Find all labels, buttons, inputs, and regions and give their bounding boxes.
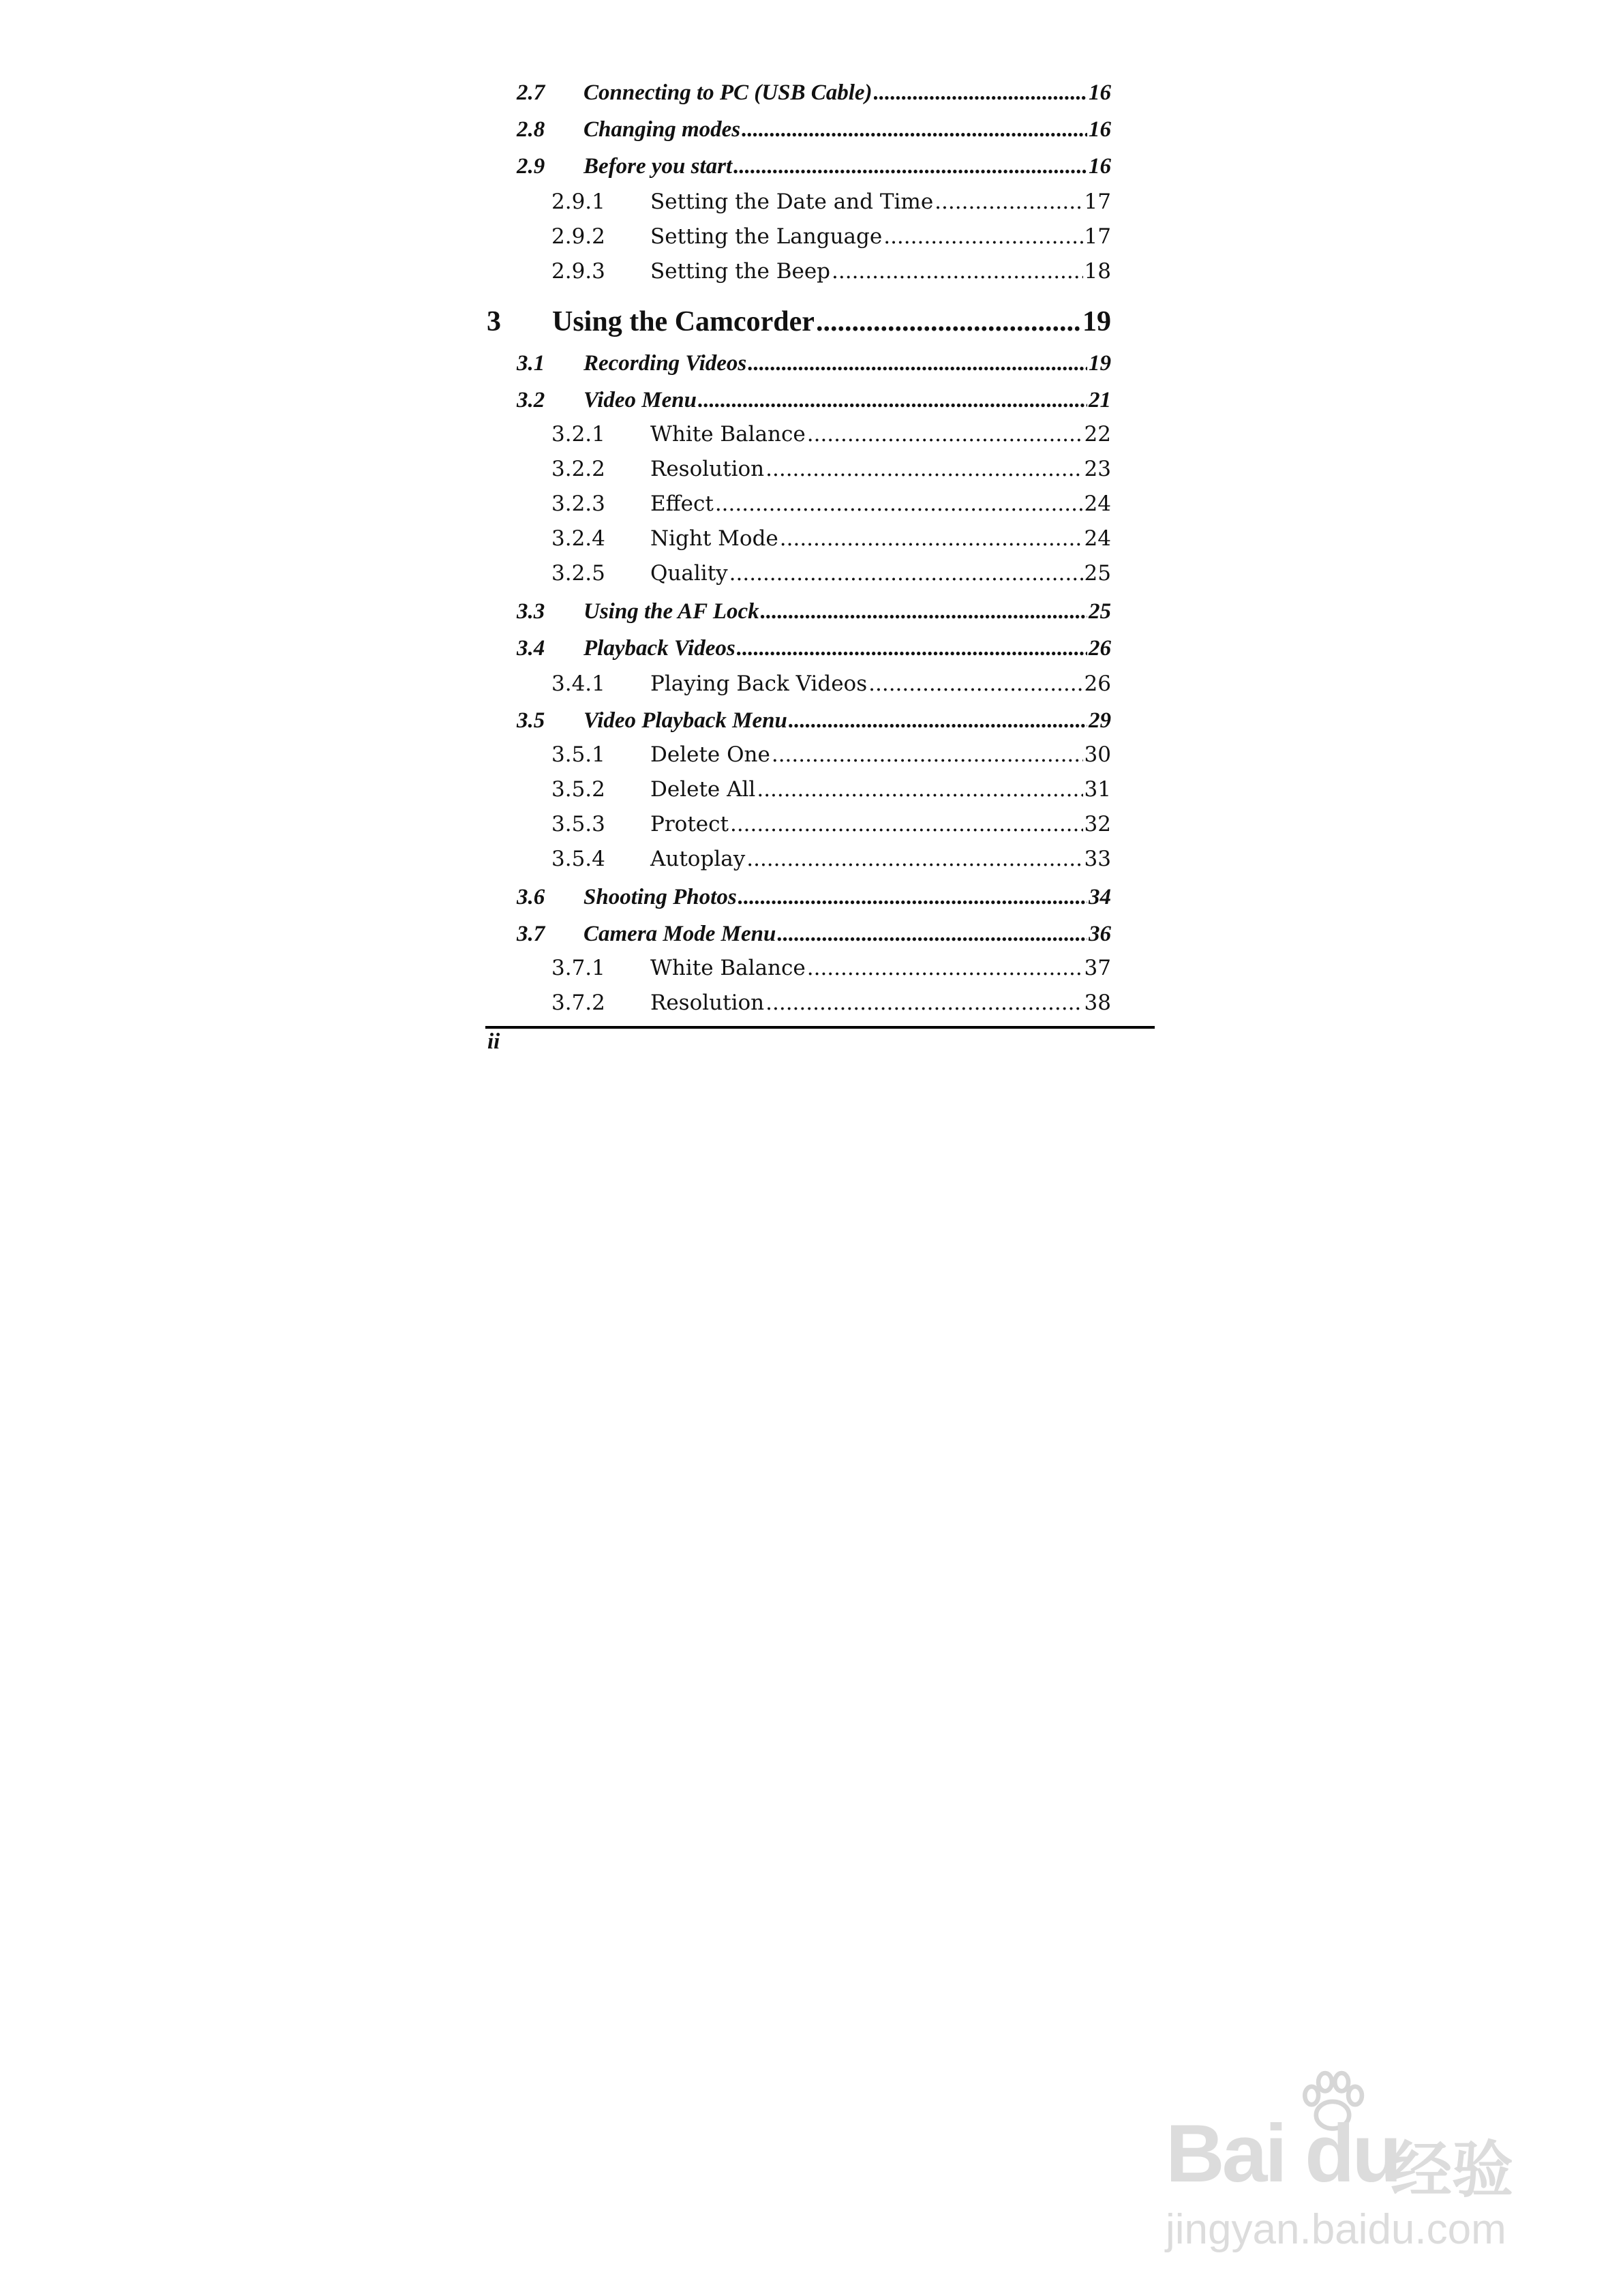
toc-number: 3.2: [517, 388, 545, 412]
toc-title: Connecting to PC (USB Cable): [583, 80, 873, 105]
dot-leader: [765, 991, 1082, 1015]
toc-title: Using the Camcorder: [552, 306, 815, 337]
toc-number: 3.5.1: [551, 742, 605, 767]
toc-page: 30: [1084, 742, 1111, 767]
toc-number: 3.4: [517, 636, 545, 661]
toc-entry[interactable]: [483, 379, 1111, 413]
page-number: ii: [487, 1029, 500, 1054]
toc-entry[interactable]: [483, 876, 1111, 910]
dot-leader: [730, 812, 1083, 836]
toc-entry[interactable]: [483, 699, 1111, 734]
toc-title: Before you start: [583, 154, 733, 179]
toc-entry[interactable]: [483, 145, 1111, 179]
dot-leader: [832, 259, 1083, 284]
toc-entry[interactable]: [483, 72, 1111, 106]
toc-entry[interactable]: [483, 342, 1111, 376]
toc-page: 26: [1089, 636, 1111, 661]
dot-leader: [742, 117, 1087, 142]
toc-page: 34: [1089, 885, 1111, 909]
toc-entry[interactable]: [483, 627, 1111, 661]
toc-page: 31: [1084, 777, 1111, 802]
toc-number: 3.1: [517, 351, 545, 376]
toc-number: 3.2.4: [551, 526, 605, 551]
toc-entry[interactable]: [483, 250, 1111, 284]
dot-leader: [772, 742, 1083, 767]
toc-entry[interactable]: [483, 662, 1111, 696]
toc-page: 32: [1084, 812, 1111, 836]
toc-page: 16: [1089, 154, 1111, 179]
toc-title: Delete All: [650, 777, 756, 802]
toc-number: 2.8: [517, 117, 545, 142]
toc-page: 37: [1084, 956, 1111, 980]
dot-leader: [868, 671, 1082, 696]
toc-entry[interactable]: [483, 552, 1111, 586]
toc-title: Camera Mode Menu: [583, 922, 776, 946]
toc-page: 38: [1084, 991, 1111, 1015]
toc-title: Effect: [650, 492, 714, 516]
toc-page: 19: [1082, 306, 1111, 337]
watermark-logo: Bai du: [1166, 2108, 1399, 2199]
toc-entry[interactable]: [483, 517, 1111, 551]
dot-leader: [715, 492, 1083, 516]
toc-page: 18: [1084, 259, 1111, 284]
toc-title: Recording Videos: [583, 351, 747, 376]
dot-leader: [816, 305, 1081, 338]
toc-entry[interactable]: [483, 837, 1111, 871]
toc-page: 29: [1089, 708, 1111, 733]
toc-page: 21: [1089, 388, 1111, 412]
toc-title: Resolution: [650, 457, 765, 481]
toc-title: Setting the Date and Time: [650, 190, 934, 214]
dot-leader: [746, 847, 1082, 871]
dot-leader: [935, 190, 1082, 214]
dot-leader: [737, 636, 1087, 661]
toc-number: 3.5: [517, 708, 545, 733]
toc-number: 3.6: [517, 885, 545, 909]
toc-number: 3.4.1: [551, 671, 605, 696]
toc-title: Changing modes: [583, 117, 741, 142]
dot-leader: [729, 561, 1083, 586]
toc-entry[interactable]: [483, 768, 1111, 802]
toc-title: Setting the Language: [650, 224, 883, 249]
watermark-url: jingyan.baidu.com: [1166, 2206, 1506, 2253]
toc-title: Autoplay: [650, 847, 746, 871]
dot-leader: [789, 708, 1087, 734]
toc-title: Quality: [650, 561, 728, 586]
toc-number: 2.9.2: [551, 224, 605, 249]
toc-number: 2.7: [517, 80, 545, 105]
toc-page: 16: [1089, 117, 1111, 142]
toc-number: 3.2.3: [551, 492, 605, 516]
toc-page: 19: [1089, 351, 1111, 376]
toc-number: 3.5.2: [551, 777, 605, 802]
toc-title: Resolution: [650, 991, 765, 1015]
toc-page: 17: [1084, 224, 1111, 249]
toc-entry[interactable]: [483, 802, 1111, 836]
footer-rule: [485, 1026, 1155, 1029]
toc-title: Delete One: [650, 742, 770, 767]
toc-title: White Balance: [650, 422, 806, 447]
toc-entry[interactable]: [483, 215, 1111, 249]
toc-page: 24: [1084, 492, 1111, 516]
dot-leader: [738, 885, 1087, 910]
toc-page: 25: [1089, 599, 1111, 624]
toc-entry[interactable]: [483, 590, 1111, 624]
watermark-cn: 经验: [1391, 2136, 1513, 2205]
toc-entry[interactable]: [483, 913, 1111, 947]
toc-title: Video Playback Menu: [583, 708, 787, 733]
toc-page: 26: [1084, 671, 1111, 696]
toc-title: Shooting Photos: [583, 885, 737, 909]
dot-leader: [777, 922, 1087, 947]
dot-leader: [733, 154, 1087, 179]
toc-page: 33: [1084, 847, 1111, 871]
toc-title: White Balance: [650, 956, 806, 980]
toc-title: Playing Back Videos: [650, 671, 868, 696]
toc-number: 3.7: [517, 922, 545, 946]
toc-number: 3.7.2: [551, 991, 605, 1015]
dot-leader: [874, 80, 1087, 106]
toc-number: 2.9: [517, 154, 545, 179]
toc-entry[interactable]: [483, 733, 1111, 767]
toc-title: Video Menu: [583, 388, 697, 412]
toc-page: 23: [1084, 457, 1111, 481]
toc-number: 3.5.3: [551, 812, 605, 836]
toc-number: 3.2.1: [551, 422, 605, 447]
toc-page: 22: [1084, 422, 1111, 447]
toc-title: Playback Videos: [583, 636, 735, 661]
toc-title: Night Mode: [650, 526, 778, 551]
dot-leader: [748, 351, 1087, 376]
toc-entry[interactable]: [483, 482, 1111, 516]
toc-entry[interactable]: [483, 946, 1111, 980]
dot-leader: [765, 457, 1082, 481]
toc-entry[interactable]: [483, 108, 1111, 142]
dot-leader: [761, 599, 1087, 624]
toc-title: Protect: [650, 812, 729, 836]
dot-leader: [757, 777, 1082, 802]
toc-entry[interactable]: [483, 981, 1111, 1015]
dot-leader: [807, 956, 1083, 980]
toc-page: 25: [1084, 561, 1111, 586]
toc-page: 16: [1089, 80, 1111, 105]
toc-number: 2.9.3: [551, 259, 605, 284]
toc-number: 3: [487, 306, 501, 337]
toc-page: 24: [1084, 526, 1111, 551]
toc-number: 3.2.2: [551, 457, 605, 481]
toc-entry[interactable]: [483, 180, 1111, 214]
toc-chapter-entry[interactable]: [483, 296, 1111, 338]
dot-leader: [883, 224, 1082, 249]
baidu-watermark: [1159, 2045, 1568, 2253]
toc-entry[interactable]: [483, 447, 1111, 481]
toc-number: 3.2.5: [551, 561, 605, 586]
dot-leader: [780, 526, 1083, 551]
toc-page: 17: [1084, 190, 1111, 214]
toc-number: 2.9.1: [551, 190, 605, 214]
toc-title: Using the AF Lock: [583, 599, 759, 624]
toc-number: 3.7.1: [551, 956, 605, 980]
toc-number: 3.5.4: [551, 847, 605, 871]
dot-leader: [698, 388, 1087, 413]
toc-page: 36: [1089, 922, 1111, 946]
toc-number: 3.3: [517, 599, 545, 624]
toc-entry[interactable]: [483, 412, 1111, 447]
dot-leader: [807, 422, 1083, 447]
toc-title: Setting the Beep: [650, 259, 831, 284]
